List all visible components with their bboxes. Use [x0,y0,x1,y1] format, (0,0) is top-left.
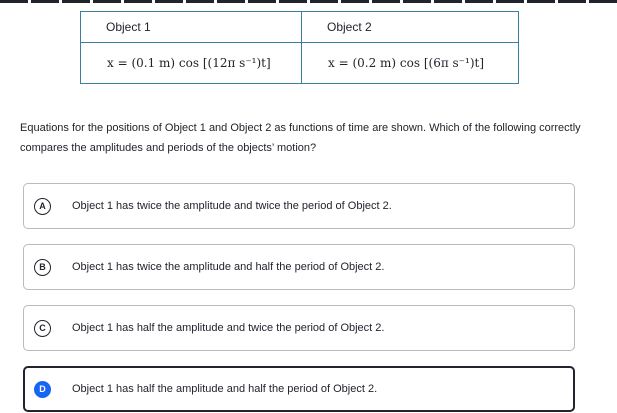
choice-d[interactable] [23,366,575,412]
choice-d-badge: D [34,381,51,398]
question-text: Equations for the positions of Object 1 and Object 2 as functions of time are shown. Which of the following correctly compares the amplitudes and periods of the objects’ motion? [20,122,581,154]
choice-d-text: Object 1 has half the amplitude and half the period of Object 2. [72,383,378,395]
choice-b-text: Object 1 has twice the amplitude and half the period of Object 2. [72,261,385,273]
choice-a-text: Object 1 has twice the amplitude and twice the period of Object 2. [72,200,392,212]
top-divider [0,0,617,3]
table-header-object-1: Object 1 [81,12,302,43]
choice-a-badge: A [34,198,51,215]
choice-c-text: Object 1 has half the amplitude and twice the period of Object 2. [72,322,385,334]
equation-object-1: x = (0.1 m) cos [(12π s⁻¹)t] [81,43,302,83]
choice-a[interactable] [23,183,575,229]
equations-table [80,11,519,84]
choice-c-badge: C [34,320,51,337]
choice-c[interactable] [23,305,575,351]
table-header-object-2: Object 2 [302,12,518,43]
equation-object-2: x = (0.2 m) cos [(6π s⁻¹)t] [328,56,485,70]
choice-b[interactable] [23,244,575,290]
choice-b-badge: B [34,259,51,276]
